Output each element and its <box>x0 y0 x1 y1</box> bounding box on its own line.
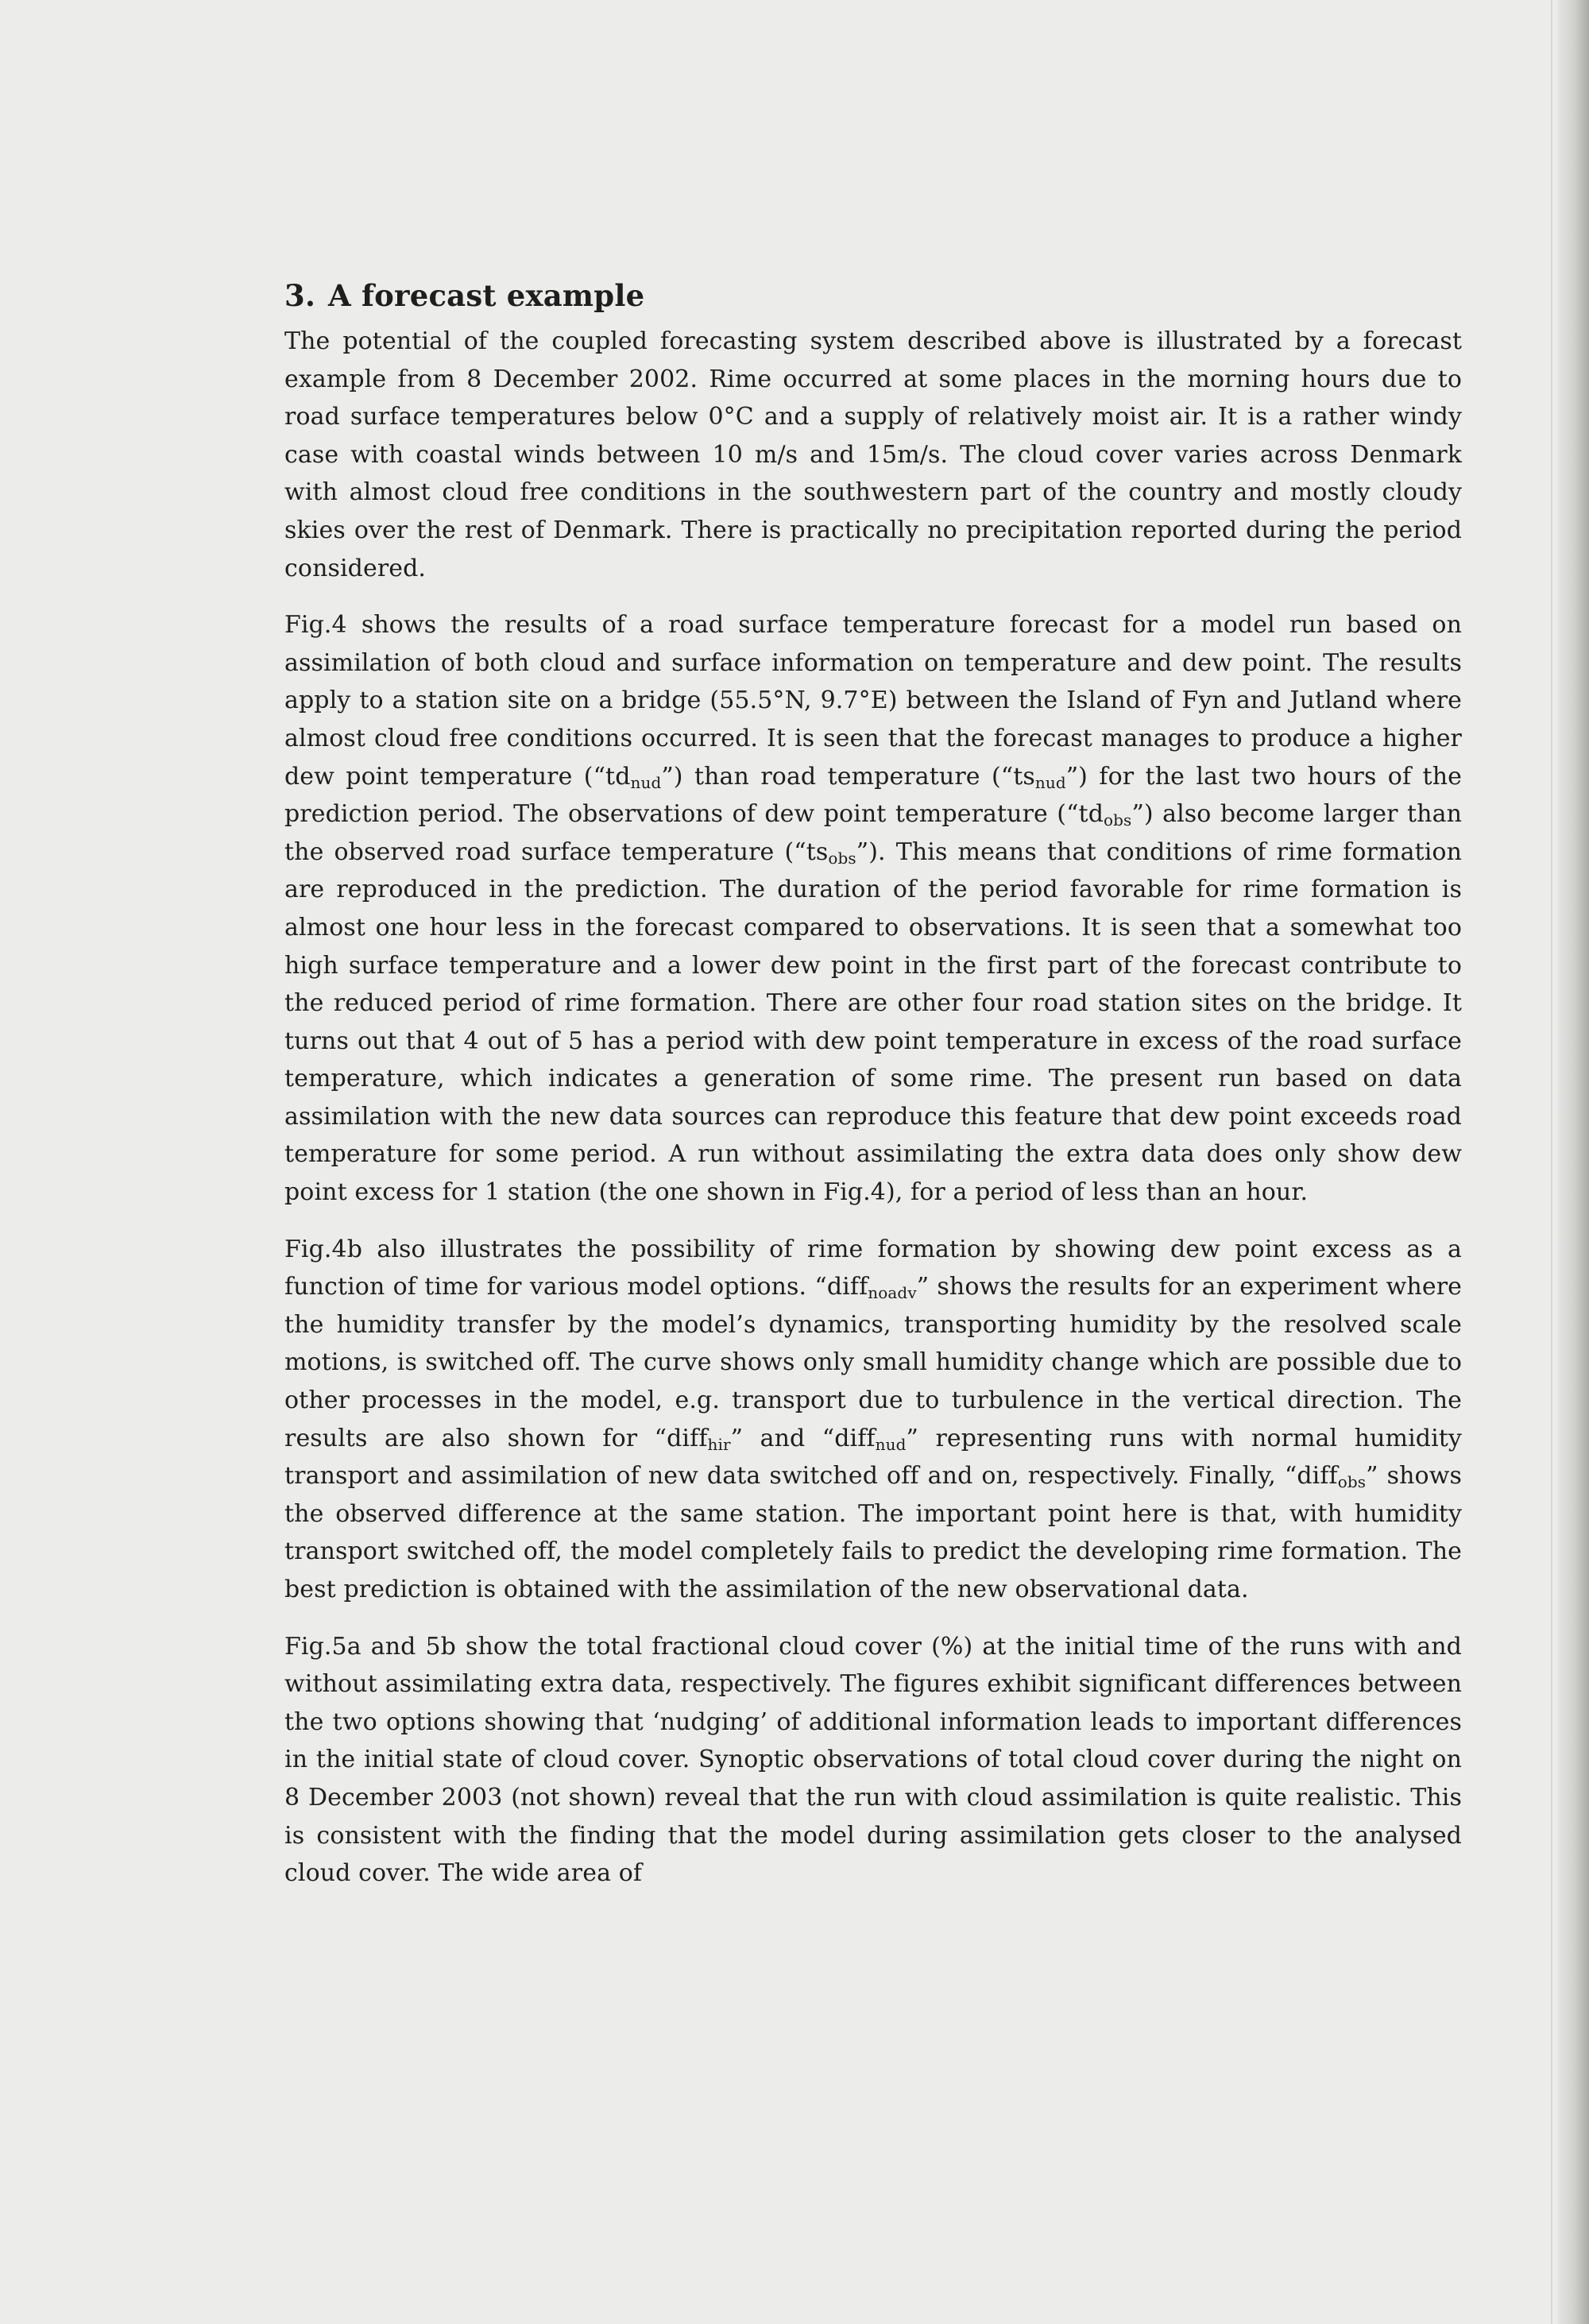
page-content <box>284 276 1462 1912</box>
section-number: 3. <box>284 278 316 313</box>
page-fold-line <box>1551 0 1552 2324</box>
paragraph-1: The potential of the coupled forecasting system described above is illustrated by a forecast example from 8 December 2002. Rime occurred at some places in the morning hours due to road surface temperatures below 0°C and a supply of relatively moist air. It is a rather windy case with coastal winds between 10 m/s and 15m/s. The cloud cover varies across Denmark with almost cloud free conditions in the southwestern part of the country and mostly cloudy skies over the rest of Denmark. There is practically no precipitation reported during the period considered. <box>284 327 1462 582</box>
section-title: A forecast example <box>328 278 645 313</box>
paragraph-3: Fig.4b also illustrates the possibility of rime formation by showing dew point excess as a function of time for various model options. “diff$_{noadv}$” shows the results for an experiment where the humidity transfer by the model’s dynamics, transporting humidity by the resolved scale motions, is switched off. The curve shows only small humidity change which are possible due to other processes in the model, e.g. transport due to turbulence in the vertical direction. The results are also shown for “diff$_{hir}$” and “diff$_{nud}$” representing runs with normal humidity transport and assimilation of new data switched off and on, respectively. Finally, “diff$_{obs}$” shows the observed difference at the same station. The important point here is that, with humidity transport switched off, the model completely fails to predict the developing rime formation. The best prediction is obtained with the assimilation of the new observational data. <box>284 1235 1462 1603</box>
section-heading <box>284 276 1462 315</box>
page-edge-shadow <box>1557 0 1589 2324</box>
paragraph-2: Fig.4 shows the results of a road surface temperature forecast for a model run based on assimilation of both cloud and surface information on temperature and dew point. The results apply to a station site on a bridge (55.5°N, 9.7°E) between the Island of Fyn and Jutland where almost cloud free conditions occurred. It is seen that the forecast manages to produce a higher dew point temperature $(“td_{nud}”)$ than road temperature $(“ts_{nud}”)$ for the last two hours of the prediction period. The observations of dew point temperature $(“td_{obs}”)$ also become larger than the observed road surface temperature $(“ts_{obs}”)$. This means that conditions of rime formation are reproduced in the prediction. The duration of the period favorable for rime formation is almost one hour less in the forecast compared to observations. It is seen that a somewhat too high surface temperature and a lower dew point in the first part of the forecast contribute to the reduced period of rime formation. There are other four road station sites on the bridge. It turns out that 4 out of 5 has a period with dew point temperature in excess of the road surface temperature, which indicates a generation of some rime. The present run based on data assimilation with the new data sources can reproduce this feature that dew point exceeds road temperature for some period. A run without assimilating the extra data does only show dew point excess for 1 station (the one shown in Fig.4), for a period of less than an hour. <box>284 611 1463 1207</box>
paragraph-4: Fig.5a and 5b show the total fractional cloud cover (%) at the initial time of the runs with and without assimilating extra data, respectively. The figures exhibit significant differences between the two options showing that ‘nudging’ of additional information leads to important differences in the initial state of cloud cover. Synoptic observations of total cloud cover during the night on 8 December 2003 (not shown) reveal that the run with cloud assimilation is quite realistic. This is consistent with the finding that the model during assimilation gets closer to the analysed cloud cover. The wide area of <box>284 1632 1462 1888</box>
